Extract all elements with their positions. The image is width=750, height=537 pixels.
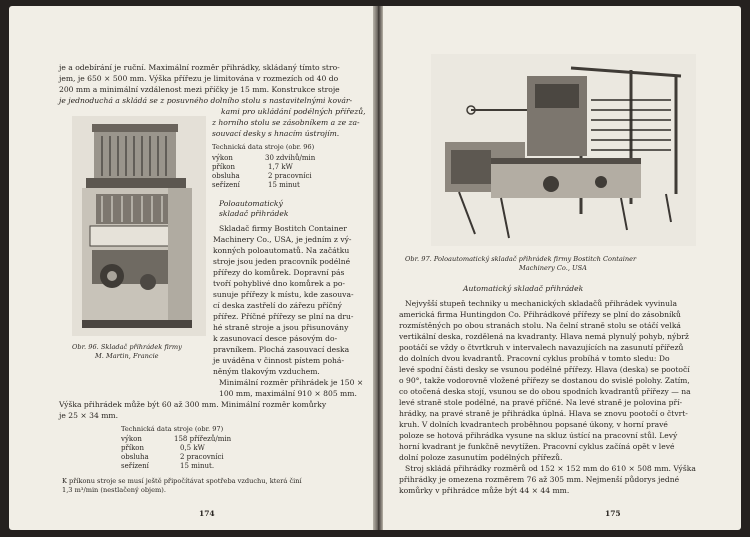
body-line: poloze se hotová přihrádka vysune na skluz ústící na pracovní stůl. Levý [399, 431, 678, 440]
body-line: konných poloautomatů. Na začátku [213, 246, 350, 255]
section-heading: Poloautomatický [219, 199, 283, 208]
tech-value: 15 minut. [180, 462, 215, 470]
after-line: Výška přihrádek může být 60 až 300 mm. Minimální rozměr komůrky [59, 400, 327, 409]
tech-data-row [121, 462, 301, 472]
body-line: Nejvyšší stupeň techniky u mechanických skladačů přihrádek vyvinula [405, 299, 677, 308]
body-line: k zasunovací desce pásovým do- [213, 334, 338, 343]
section-heading: Automatický skladač přihrádek [463, 284, 584, 293]
right-page [383, 6, 741, 530]
tech-value: 2 pracovníci [180, 453, 224, 461]
body-line: přířezy do komůrek. Dopravní pás [213, 268, 345, 277]
body-line: pootáčí se vždy o čtvrtkruh v intervalech navazujících na zasunutí přířezů [399, 343, 684, 352]
after-line: 100 mm, maximální 910 × 805 mm. [219, 389, 357, 398]
tech-label: seřízení [121, 462, 149, 470]
figure-96-caption: Obr. 96. Skladač přihrádek firmy [72, 343, 182, 351]
body-line: levé spodní části desky se vsunou podélné přířezy. Hlava (deska) se pootočí [399, 365, 690, 374]
body-line: dolní poloze zasunutím podélných přířezů. [399, 453, 563, 462]
machine-96-illustration [72, 116, 206, 336]
tech-value: 2 pracovníci [268, 172, 312, 180]
tech-value: 158 přířezů/min [174, 435, 232, 443]
tech-label: výkon [212, 154, 233, 162]
machine-97-illustration [431, 54, 696, 246]
intro-line: 200 mm a minimální vzdálenost mezi příčky je 15 mm. Konstrukce stroje [59, 85, 340, 94]
tech-label: výkon [121, 435, 142, 443]
body-line: pravníkem. Plochá zasouvací deska [213, 345, 350, 354]
body-line: něným tlakovým vzduchem. [213, 367, 320, 376]
tech-label: obsluha [212, 172, 240, 180]
figure-97-caption: Machinery Co., USA [519, 264, 587, 272]
body-line: kruh. V dolních kvadrantech proběhnou popsané úkony, v horní pravé [399, 420, 668, 429]
body-line: do dolních dvou kvadrantů. Pracovní cyklus probíhá v tomto sledu: Do [399, 354, 670, 363]
body-line: vertikální deska, rozdělená na kvadranty. Hlava nemá plynulý pohyb, nýbrž [399, 332, 689, 341]
tech-label: příkon [212, 163, 236, 171]
tech-value: 0,5 kW [180, 444, 205, 452]
tech-value: 30 zdvihů/min [265, 154, 316, 162]
body-line: přihrádky je omezena rozměrem 76 až 305 mm. Nejmenší půdorys jedné [399, 475, 680, 484]
footnote-line: 1,3 m³/min (nestlačený objem). [62, 486, 166, 494]
body-line: americká firma Huntingdon Co. Přihrádkové přířezy se plní do zásobníků [399, 310, 681, 319]
figure-97-photo [431, 54, 696, 246]
book-gutter [373, 6, 383, 530]
body-line: stroje jsou jeden pracovník podélné [213, 257, 351, 266]
tech-value: 15 minut [268, 181, 300, 189]
body-line: Skladač firmy Bostitch Container [219, 224, 347, 233]
body-line: tvoří pohyblivé dno komůrek a po- [213, 279, 345, 288]
section-heading: skladač přihrádek [219, 209, 289, 218]
after-line: Minimální rozměr přihrádek je 150 × [219, 378, 364, 387]
tech-label: příkon [121, 444, 145, 452]
body-line: Machinery Co., USA, je jedním z vý- [213, 235, 352, 244]
page-number: 175 [605, 509, 621, 518]
tech-value: 1,7 kW [268, 163, 293, 171]
left-page [9, 6, 373, 530]
tech-label: seřízení [212, 181, 240, 189]
intro-line: je a odebírání je ruční. Maximální rozměr přihrádky, skládaný tímto stro- [59, 63, 340, 72]
body-line: sunuje přířezy k místu, kde zasouva- [213, 290, 354, 299]
intro-line: jem, je 650 × 500 mm. Výška přířezu je limitována v rozmezích od 40 do [59, 74, 339, 83]
body-line: Stroj skládá přihrádky rozměrů od 152 × 152 mm do 610 × 508 mm. Výška [405, 464, 696, 473]
intro-italic-line: z horního stolu se zásobníkem a ze za- [212, 118, 360, 127]
body-line: přířez. Příčné přířezy se plní na dru- [213, 312, 354, 321]
tech-label: obsluha [121, 453, 149, 461]
tech-data-row [212, 181, 372, 191]
figure-97-caption: Obr. 97. Poloautomatický skladač přihrádek firmy Bostitch Container [405, 255, 637, 263]
intro-italic-line: je jednoduchá a skládá se z posuvného dolního stolu s nastavitelnými kovár- [59, 96, 353, 105]
body-line: horní kvadrant je funkčně nevytížen. Pracovní cyklus začíná opět v levé [399, 442, 675, 451]
body-line: hé straně stroje a jsou přisunovány [213, 323, 349, 332]
figure-96-caption: M. Martin, Francie [95, 352, 159, 360]
figure-96-photo [72, 116, 206, 336]
body-line: hrádky, na pravé straně je přihrádka úplná. Hlava se znovu pootočí o čtvrt- [399, 409, 688, 418]
after-line: je 25 × 34 mm. [59, 411, 119, 420]
footnote-line: K příkonu stroje se musí ještě připočítávat spotřeba vzduchu, která činí [62, 477, 302, 485]
body-line: levé straně stole podélné, na pravé příčné. Na levé straně je polovina pří- [399, 398, 683, 407]
body-line: je uváděna v činnost pístem pohá- [213, 356, 345, 365]
body-line: co otočená deska stojí, vsunou se do obou spodních kvadrantů přířezy — na [399, 387, 691, 396]
body-line: o 90°, takže vodorovně vložené přířezy se dostanou do svislé polohy. Zatím, [399, 376, 690, 385]
tech-data-title: Technická data stroje (obr. 96) [212, 143, 315, 151]
intro-italic-line: kami pro ukládání podélných přířezů, [221, 107, 366, 116]
tech-data-title: Technická data stroje (obr. 97) [121, 425, 224, 433]
body-line: rozmístěných po obou stranách stolu. Na čelní straně stolu se otáčí velká [399, 321, 681, 330]
page-number: 174 [199, 509, 215, 518]
body-line: cí deska zastřelí do zářezu příčný [213, 301, 342, 310]
intro-italic-line: souvací desky s hnacím ústrojím. [212, 129, 340, 138]
body-line: komůrky v přihrádce může být 44 × 44 mm. [399, 486, 570, 495]
